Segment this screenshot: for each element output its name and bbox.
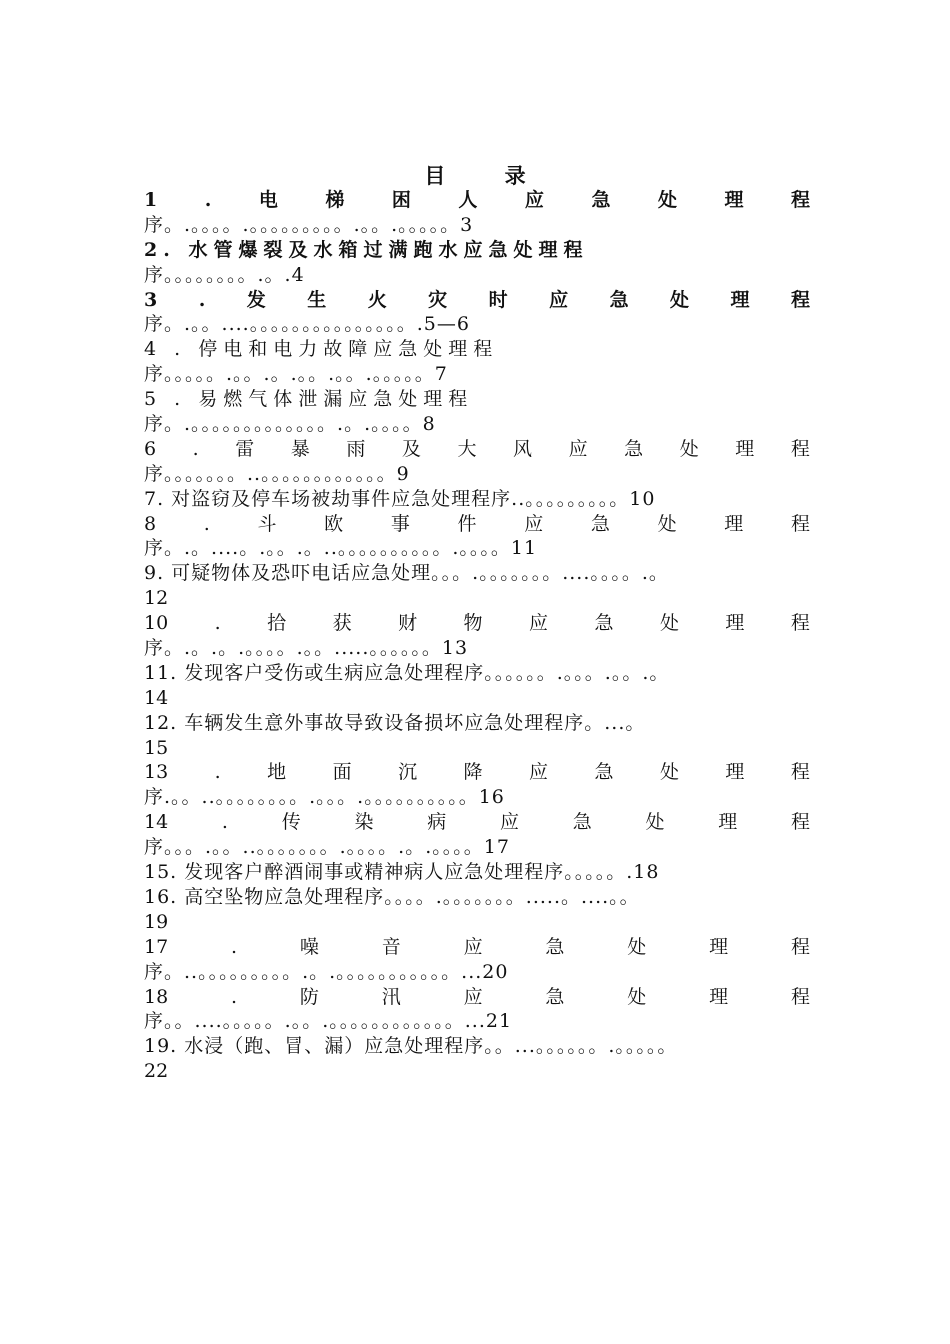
- toc-entry-char: 拾: [267, 612, 287, 635]
- toc-entry-char: 传: [281, 811, 301, 834]
- toc-entry: 9. 可疑物体及恐吓电话应急处理。。。.。。。。。。。....。。。。.。: [144, 562, 669, 585]
- toc-entry-leader: 序。.。。。。.。。。。。。。。。.。。.。。。。。3: [144, 213, 474, 236]
- toc-entry-char: 6: [144, 437, 157, 460]
- table-of-contents: [144, 188, 810, 1084]
- toc-entry-char: 防: [299, 985, 319, 1008]
- toc-entry-page-number: 14: [144, 686, 169, 709]
- toc-entry-char: 汛: [381, 985, 401, 1008]
- page-title: 目 录: [424, 163, 552, 188]
- toc-entry-char: 处: [659, 612, 679, 635]
- toc-entry-char: 应: [499, 811, 519, 834]
- toc-entry-char: 欧: [324, 512, 344, 535]
- toc-entry-char: 应: [524, 189, 544, 211]
- toc-entry-char: 斗: [257, 512, 277, 535]
- toc-entry-char: 沉: [398, 761, 418, 784]
- toc-entry-char: 急: [624, 437, 644, 460]
- toc-entry-char: 程: [790, 935, 810, 958]
- toc-entry-leader: 序。。....。。。。。.。。.。。。。。。。。。。。。...21: [144, 1010, 513, 1033]
- toc-entry-char: .: [192, 437, 199, 460]
- toc-entry-char: 生: [307, 288, 327, 311]
- toc-entry: 11. 发现客户受伤或生病应急处理程序。。。。。。.。。。.。。.。: [144, 661, 670, 684]
- toc-entry-char: .: [214, 761, 221, 784]
- toc-entry-char: 程: [790, 288, 810, 311]
- toc-entry-char: 14: [144, 811, 169, 834]
- toc-entry-leader: 序。。。。。。。。.。.4: [144, 263, 305, 286]
- toc-entry-char: 雷: [235, 437, 255, 460]
- toc-entry-char: 程: [790, 811, 810, 834]
- toc-entry-char: 困: [391, 189, 411, 211]
- toc-entry-heading: 4 . 停电和电力故障应急处理程: [144, 338, 499, 361]
- toc-entry-char: 应: [524, 512, 544, 535]
- toc-entry-char: 急: [591, 189, 611, 211]
- toc-entry-char: 时: [488, 288, 508, 311]
- toc-entry-char: .: [203, 512, 210, 535]
- toc-entry-char: 程: [790, 985, 810, 1008]
- toc-entry-char: 雨: [346, 437, 366, 460]
- toc-entry-char: 及: [401, 437, 421, 460]
- toc-entry-char: .: [214, 612, 221, 635]
- toc-entry-char: 发: [246, 288, 266, 311]
- toc-entry-char: 理: [724, 189, 744, 211]
- toc-entry-char: 理: [730, 288, 750, 311]
- toc-entry-char: 18: [144, 985, 169, 1008]
- toc-entry-leader: 序。。。。。.。。.。.。。.。。.。。。。。7: [144, 363, 448, 386]
- toc-entry: 7. 对盗窃及停车场被劫事件应急处理程序..。。。。。。。。。10: [144, 487, 656, 510]
- toc-entry-leader: 序。.。.。.。。。。.。。.....。。。。。。13: [144, 637, 469, 660]
- toc-entry-heading: [144, 512, 810, 537]
- toc-entry-char: 程: [790, 437, 810, 460]
- toc-entry-char: 理: [709, 985, 729, 1008]
- toc-entry-leader: 序。。。。。。。..。。。。。。。。。。。。9: [144, 462, 410, 485]
- toc-entry-char: 急: [594, 761, 614, 784]
- toc-entry-char: 染: [354, 811, 374, 834]
- toc-entry-char: 理: [718, 811, 738, 834]
- toc-entry-char: 处: [670, 288, 690, 311]
- toc-entry-char: 处: [657, 512, 677, 535]
- toc-entry-char: 急: [572, 811, 592, 834]
- toc-entry-heading: [144, 935, 810, 960]
- toc-entry-char: 降: [463, 761, 483, 784]
- toc-entry-leader: 序。。。.。。..。。。。。。。.。。。。.。.。。。。17: [144, 836, 510, 859]
- toc-entry-leader: 序。..。。。。。。。。。.。.。。。。。。。。。。。...20: [144, 960, 509, 983]
- toc-entry-char: 急: [590, 512, 610, 535]
- toc-entry-leader: 序。.。....。.。。.。..。。。。。。。。。。.。。。。11: [144, 537, 538, 560]
- toc-entry-char: 处: [657, 189, 677, 211]
- toc-entry-char: 程: [790, 189, 810, 211]
- toc-entry-char: 急: [545, 935, 565, 958]
- toc-entry-char: 急: [609, 288, 629, 311]
- toc-entry-heading: [144, 760, 810, 785]
- toc-entry-char: 理: [709, 935, 729, 958]
- toc-entry-char: 应: [549, 288, 569, 311]
- toc-entry-char: 应: [529, 761, 549, 784]
- toc-entry-leader: 序.。。..。。。。。。。。.。。。.。。。。。。。。。。16: [144, 786, 505, 809]
- toc-entry-page-number: 12: [144, 587, 169, 610]
- toc-entry-heading: [144, 437, 810, 462]
- toc-entry-char: 3: [144, 288, 158, 311]
- toc-entry-char: 急: [594, 612, 614, 635]
- toc-entry-char: 件: [457, 512, 477, 535]
- toc-entry-char: 噪: [299, 935, 319, 958]
- toc-entry: 16. 高空坠物应急处理程序。。。。.。。。。。。。.....。....。。: [144, 885, 640, 908]
- toc-entry-char: 理: [724, 512, 744, 535]
- toc-entry-char: 财: [398, 612, 418, 635]
- toc-entry-char: .: [198, 288, 206, 311]
- toc-entry-char: 程: [790, 761, 810, 784]
- toc-entry-page-number: 15: [144, 736, 169, 759]
- toc-entry-char: 电: [258, 189, 278, 211]
- toc-entry-char: 程: [790, 512, 810, 535]
- toc-entry-heading: [144, 288, 810, 313]
- toc-entry-char: 面: [332, 761, 352, 784]
- toc-entry-char: 事: [390, 512, 410, 535]
- toc-entry-heading: 2. 水管爆裂及水箱过满跑水应急处理程: [144, 238, 589, 261]
- toc-entry-char: 急: [545, 985, 565, 1008]
- toc-entry-heading: [144, 611, 810, 636]
- toc-entry-char: 理: [725, 612, 745, 635]
- toc-entry-char: 地: [267, 761, 287, 784]
- toc-entry-char: 灾: [428, 288, 448, 311]
- toc-entry-page-number: 22: [144, 1060, 169, 1083]
- toc-entry-char: 处: [645, 811, 665, 834]
- toc-entry-char: 应: [529, 612, 549, 635]
- toc-entry-char: 处: [679, 437, 699, 460]
- toc-entry-heading: [144, 188, 810, 213]
- toc-entry-char: 梯: [325, 189, 345, 211]
- toc-entry-char: 火: [367, 288, 387, 311]
- toc-entry-char: 8: [144, 512, 157, 535]
- toc-entry-char: 处: [659, 761, 679, 784]
- toc-entry-char: 风: [513, 437, 533, 460]
- toc-entry-leader: 序。.。。。。。。。。。。。。。.。.。。。。8: [144, 413, 436, 436]
- toc-entry-heading: [144, 985, 810, 1010]
- toc-entry-char: 处: [627, 985, 647, 1008]
- toc-entry-heading: [144, 810, 810, 835]
- toc-entry-char: 1: [144, 189, 158, 211]
- toc-entry: 12. 车辆发生意外事故导致设备损坏应急处理程序。...。: [144, 711, 646, 734]
- toc-entry-char: .: [231, 935, 238, 958]
- toc-entry-char: .: [204, 189, 212, 211]
- toc-entry-char: 音: [381, 935, 401, 958]
- toc-entry-char: 暴: [290, 437, 310, 460]
- toc-entry-char: 处: [627, 935, 647, 958]
- toc-entry-char: 应: [568, 437, 588, 460]
- toc-entry-heading: 5 . 易燃气体泄漏应急处理程: [144, 388, 474, 411]
- toc-entry-char: 17: [144, 935, 169, 958]
- toc-entry-char: 应: [463, 935, 483, 958]
- toc-entry-char: 10: [144, 612, 169, 635]
- toc-entry-char: 程: [790, 612, 810, 635]
- toc-entry-page-number: 19: [144, 910, 169, 933]
- toc-entry-char: .: [231, 985, 238, 1008]
- toc-entry-char: 获: [332, 612, 352, 635]
- toc-entry-char: 应: [463, 985, 483, 1008]
- toc-entry-leader: 序。.。。....。。。。。。。。。。。。。。。.5—6: [144, 313, 470, 336]
- toc-entry-char: 物: [463, 612, 483, 635]
- toc-entry-char: .: [221, 811, 228, 834]
- toc-entry: 15. 发现客户醉酒闹事或精神病人应急处理程序。。。。。.18: [144, 861, 660, 884]
- toc-entry-char: 病: [427, 811, 447, 834]
- toc-entry-char: 理: [735, 437, 755, 460]
- toc-entry-char: 大: [457, 437, 477, 460]
- toc-entry: 19. 水浸（跑、冒、漏）应急处理程序。。...。。。。。。.。。。。。: [144, 1035, 678, 1058]
- toc-entry-char: 人: [458, 189, 478, 211]
- toc-entry-char: 理: [725, 761, 745, 784]
- toc-entry-char: 13: [144, 761, 169, 784]
